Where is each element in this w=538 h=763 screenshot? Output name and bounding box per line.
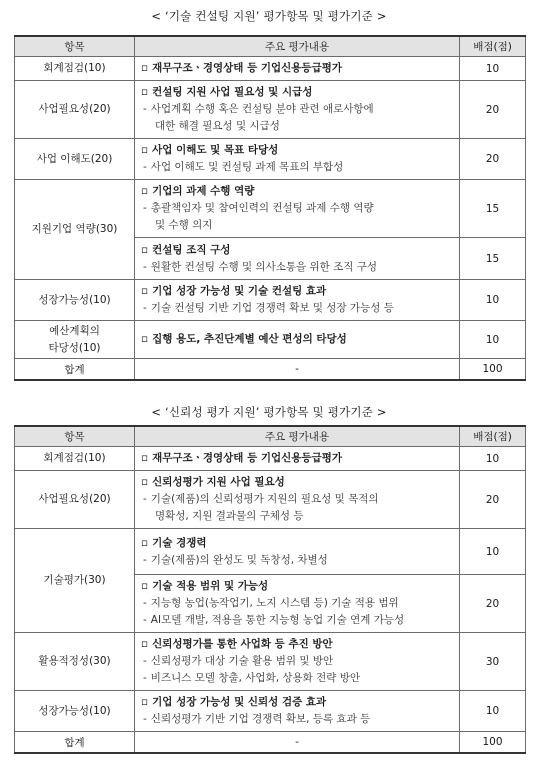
square-bullet-icon: ▫ [141,243,149,256]
table2-title: < ‘신뢰성 평가 지원’ 평가항목 및 평가기준 > [151,405,387,419]
category-line: 예산계획의 [49,324,100,337]
bullet-title: ▫ 재무구조ㆍ경영상태 등 기업신용등급평가 [141,62,343,74]
bullet-title: ▫ 집행 용도, 추진단계별 예산 편성의 타당성 [141,333,347,345]
bullet-title: ▫ 사업 이해도 및 목표 타당성 [141,144,279,156]
row-content [135,575,460,633]
total-score: 100 [460,359,526,381]
row-content [135,238,460,280]
row-category: 성장가능성(10) [15,280,135,321]
square-bullet-icon: ▫ [141,144,149,156]
bullet-title: ▫ 기업의 과제 수행 역량 [141,185,255,197]
row-score: 10 [460,280,526,321]
evaluation-table-consulting [14,35,526,381]
sub-item: - 원활한 컨설팅 수행 및 의사소통을 위한 조직 구성 [143,260,378,273]
sub-item: - 신뢰성평가 기반 기업 경쟁력 확보, 등록 효과 등 [143,713,371,725]
row-content [135,57,460,81]
header-score: 배점(점) [460,426,526,447]
square-bullet-icon: ▫ [141,476,149,488]
row-score: 20 [460,471,526,529]
row-content [135,471,460,529]
sub-item-continued: 명확성, 지원 결과물의 구체성 등 [155,510,304,522]
sub-item: - AI모델 개발, 적용을 통한 지능형 농업 기술 연계 가능성 [143,614,405,626]
row-category: 기술평가(30) [15,529,135,633]
row-category: 지원기업 역량(30) [15,180,135,280]
table-row [15,81,526,139]
sub-item-continued: 및 수행 의지 [155,219,213,231]
row-category: 사업필요성(20) [15,81,135,139]
row-score: 30 [460,633,526,691]
row-score: 20 [460,139,526,180]
row-score: 10 [460,529,526,575]
table-row [15,447,526,471]
bullet-title: ▫ 컨설팅 지원 사업 필요성 및 시급성 [141,86,313,98]
row-content [135,529,460,575]
row-score: 10 [460,321,526,359]
row-category: 회계점검(10) [15,57,135,81]
sub-item: - 사업계획 수행 혹은 컨설팅 분야 관련 애로사항에 [143,103,374,115]
table-row [15,180,526,238]
row-content [135,321,460,359]
row-content [135,280,460,321]
category-line: 타당성(10) [48,341,101,354]
sub-item: - 비즈니스 모델 창출, 사업화, 상용화 전략 방안 [143,672,361,684]
bullet-title: ▫ 기술 적용 범위 및 가능성 [141,580,269,592]
square-bullet-icon: ▫ [141,185,149,197]
square-bullet-icon: ▫ [141,62,149,74]
table1-title: < ‘기술 컨설팅 지원’ 평가항목 및 평가기준 > [151,9,387,23]
bullet-title: ▫ 신뢰성평가 지원 사업 필요성 [141,476,285,488]
total-label: 합계 [15,732,135,754]
total-label: 합계 [15,359,135,381]
row-score: 20 [460,81,526,139]
row-content [135,81,460,139]
sub-item: - 총괄책임자 및 참여인력의 컨설팅 과제 수행 역량 [143,202,374,214]
bullet-title: ▫ 기업 성장 가능성 및 기술 컨설팅 효과 [141,285,327,297]
square-bullet-icon: ▫ [141,86,149,98]
square-bullet-icon: ▫ [141,580,149,592]
sub-item: - 기술(제품)의 완성도 및 독창성, 차별성 [143,553,328,566]
table-row [15,529,526,575]
evaluation-table-reliability [14,425,526,754]
row-score: 10 [460,447,526,471]
table-row [15,139,526,180]
header-content: 주요 평가내용 [135,426,460,447]
table-row [15,57,526,81]
bullet-title: ▫ 재무구조ㆍ경영상태 등 기업신용등급평가 [141,452,343,464]
square-bullet-icon: ▫ [141,452,149,464]
header-score: 배점(점) [460,36,526,57]
table-row [15,633,526,691]
row-content [135,691,460,732]
sub-item: - 사업 이해도 및 컨설팅 과제 목표의 부합성 [143,161,344,173]
row-score: 15 [460,180,526,238]
table-header-row [15,36,526,57]
total-content: - [135,732,460,754]
row-category: 활용적정성(30) [15,633,135,691]
sub-item: - 지능형 농업(농작업기, 노지 시스템 등) 기술 적용 범위 [143,597,399,609]
table-row [15,280,526,321]
row-category: 사업필요성(20) [15,471,135,529]
row-score: 20 [460,575,526,633]
bullet-title: ▫ 기술 경쟁력 [141,536,207,549]
table-row [15,471,526,529]
row-category: 사업 이해도(20) [15,139,135,180]
header-category: 항목 [15,36,135,57]
sub-item-continued: 대한 해결 필요성 및 시급성 [155,120,280,132]
total-content: - [135,359,460,381]
row-score: 10 [460,57,526,81]
total-row [15,732,526,754]
header-content: 주요 평가내용 [135,36,460,57]
table-row [15,321,526,359]
square-bullet-icon: ▫ [141,536,149,549]
row-content [135,447,460,471]
sub-item: - 신뢰성평가 대상 기술 활용 범위 및 방안 [143,655,334,667]
total-score: 100 [460,732,526,754]
bullet-title: ▫ 신뢰성평가를 통한 사업화 등 추진 방안 [141,638,333,650]
row-content [135,633,460,691]
square-bullet-icon: ▫ [141,333,149,345]
row-score: 10 [460,691,526,732]
row-score: 15 [460,238,526,280]
sub-item: - 기술 컨설팅 기반 기업 경쟁력 확보 및 성장 가능성 등 [143,302,394,314]
row-content [135,139,460,180]
table-header-row [15,426,526,447]
square-bullet-icon: ▫ [141,285,149,297]
row-content [135,180,460,238]
table-row [15,691,526,732]
square-bullet-icon: ▫ [141,638,149,650]
row-category: 성장가능성(10) [15,691,135,732]
total-row [15,359,526,381]
row-category [15,321,135,359]
bullet-title: ▫ 컨설팅 조직 구성 [141,243,231,256]
bullet-title: ▫ 기업 성장 가능성 및 신뢰성 검증 효과 [141,696,327,708]
row-category: 회계점검(10) [15,447,135,471]
header-category: 항목 [15,426,135,447]
sub-item: - 기술(제품)의 신뢰성평가 지원의 필요성 및 목적의 [143,493,379,505]
square-bullet-icon: ▫ [141,696,149,708]
